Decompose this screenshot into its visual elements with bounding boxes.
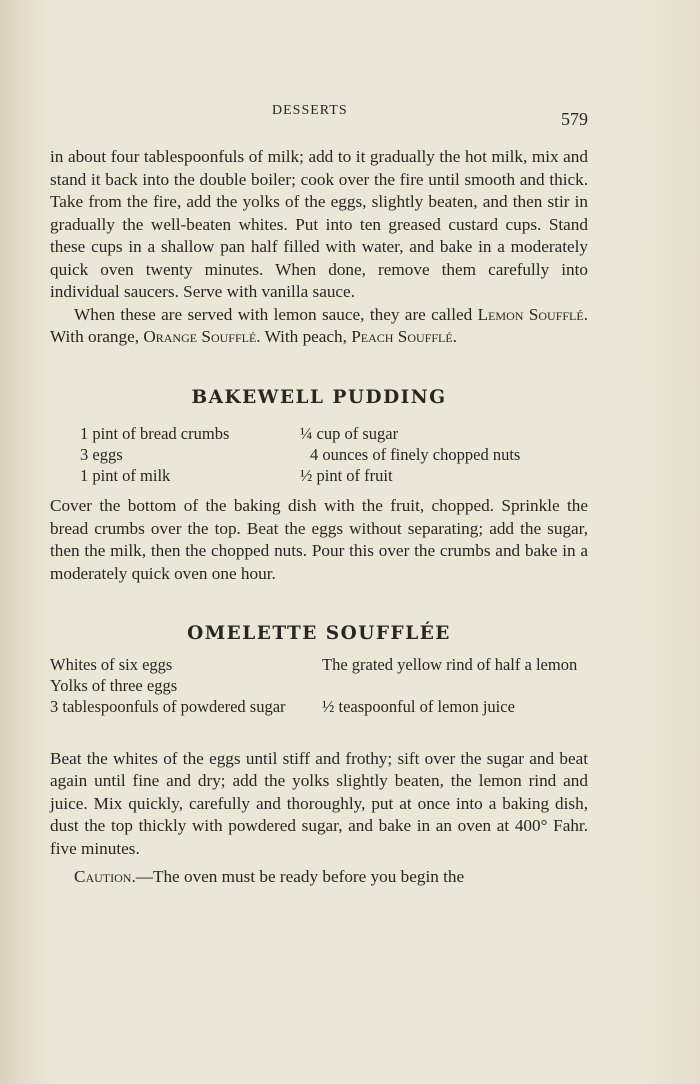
omelette-title: OMELETTE SOUFFLÉE	[187, 623, 451, 644]
page-body	[50, 146, 588, 889]
ingredient-item: ½ teaspoonful of lemon juice	[322, 696, 515, 716]
ingredient-item: 3 tablespoonfuls of powdered sugar	[50, 696, 286, 716]
lemon-souffle-name: Lemon Soufflé.	[477, 304, 589, 324]
ingredient-item: Yolks of three eggs	[50, 675, 178, 695]
bakewell-method: Cover the bottom of the baking dish with the fruit, chopped. Sprinkle the bread crumbs over the top. Beat the eggs without separating; add the sugar, then the milk, then the chopped nuts. Pour this over the crumbs and bake in a moderately quick oven one hour.	[50, 496, 588, 583]
variants-text-2: With orange,	[50, 327, 140, 346]
bakewell-title: BAKEWELL PUDDING	[191, 386, 447, 408]
ingredient-item: 4 ounces of finely chopped nuts	[310, 445, 521, 464]
ingredient-item: 3 eggs	[80, 445, 123, 464]
variants-paragraph	[50, 304, 588, 349]
caution-text: —The oven must be ready before you begin the	[135, 867, 465, 886]
page-number: 579	[561, 109, 588, 129]
ingredient-item: Whites of six eggs	[50, 654, 173, 674]
variants-text-1: When these are served with lemon sauce, they are called	[74, 304, 473, 324]
caution-label: Caution.	[74, 867, 136, 886]
ingredient-item: The grated yellow rind of half a lemon	[322, 654, 578, 674]
ingredient-item: 1 pint of milk	[80, 466, 171, 485]
ingredient-item: 1 pint of bread crumbs	[80, 424, 230, 443]
ingredient-item: ¼ cup of sugar	[300, 424, 399, 443]
running-head: DESSERTS	[272, 103, 348, 118]
orange-souffle-name: Orange Soufflé.	[143, 327, 261, 346]
page-header	[50, 103, 590, 127]
intro-paragraph: in about four tablespoonfuls of milk; add to it gradually the hot milk, mix and stand it back into the double boiler; cook over the fire until smooth and thick. Take from the fire, add the yolks of the eggs, slightly beaten, and then stir in gradually the well-beaten whites. Put into ten greased custard cups. Stand these cups in a shallow pan half filled with water, and bake in a moderately quick oven twenty minutes. When done, remove them carefully into individual saucers. Serve with vanilla sauce.	[50, 147, 588, 301]
omelette-ingredients	[50, 654, 588, 736]
peach-souffle-name: Peach Soufflé.	[351, 327, 457, 346]
variants-text-3: With peach,	[264, 327, 347, 346]
omelette-method: Beat the whites of the eggs until stiff and frothy; sift over the sugar and beat again until fine and dry; add the yolks slightly beaten, the lemon rind and juice. Mix quickly, carefully and thoroughly, put at once into a baking dish, dust the top thickly with powdered sugar, and bake in an oven at 400° Fahr. five minutes.	[50, 748, 588, 858]
ingredient-item: ½ pint of fruit	[300, 466, 393, 485]
bakewell-ingredients	[50, 423, 588, 489]
caution-paragraph	[50, 866, 588, 889]
